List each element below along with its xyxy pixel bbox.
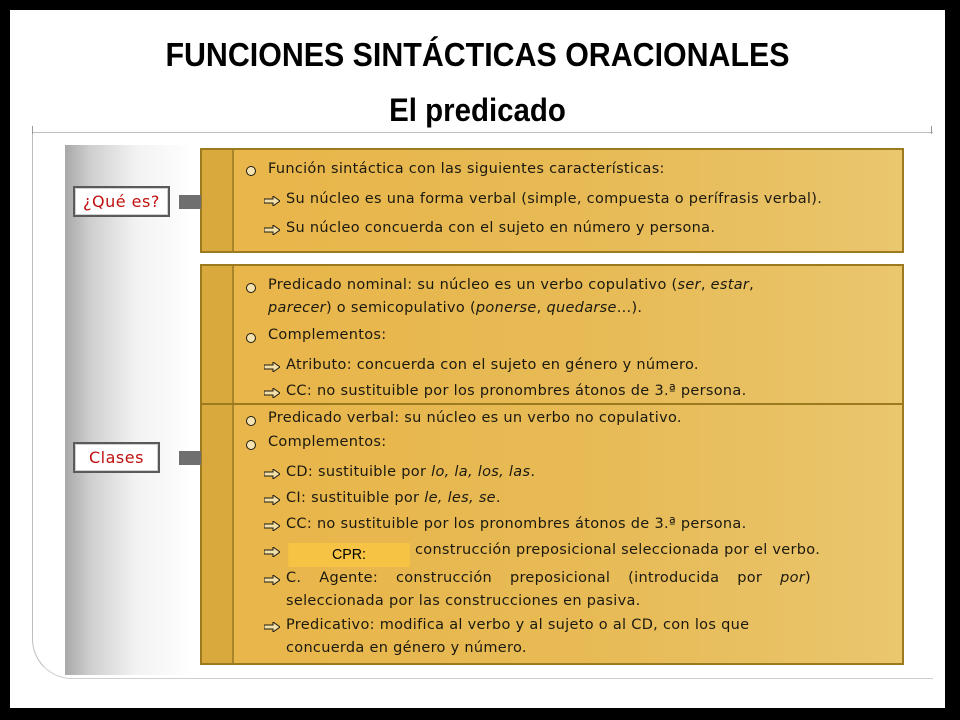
label-clases: Clases bbox=[73, 442, 160, 473]
verbal-agente-1: C. Agente: construcción preposicional (introducida por por) bbox=[286, 570, 811, 586]
connector-clases bbox=[179, 451, 201, 465]
verbal-predicativo-2: concuerda en género y número. bbox=[286, 640, 527, 656]
verbal-cd: CD: sustituible por lo, la, los, las. bbox=[286, 464, 536, 480]
frame-tick-left bbox=[32, 126, 33, 134]
nominal-line-2: parecer) o semicopulativo (ponerse, quedarse...). bbox=[268, 300, 643, 316]
arrow-icon bbox=[264, 521, 280, 531]
arrow-icon bbox=[264, 225, 280, 235]
bullet-icon bbox=[246, 283, 256, 293]
que-es-line-2: Su núcleo es una forma verbal (simple, compuesta o perífrasis verbal). bbox=[286, 191, 823, 207]
arrow-icon bbox=[264, 469, 280, 479]
verbal-cc: CC: no sustituible por los pronombres átonos de 3.ª persona. bbox=[286, 516, 747, 532]
verbal-agente-2: seleccionada por las construcciones en pasiva. bbox=[286, 593, 641, 609]
verbal-line-1: Predicado verbal: su núcleo es un verbo no copulativo. bbox=[268, 410, 682, 426]
connector-que-es bbox=[179, 195, 201, 209]
panel-strip bbox=[202, 150, 234, 251]
bullet-icon bbox=[246, 333, 256, 343]
arrow-icon bbox=[264, 547, 280, 557]
verbal-complementos: Complementos: bbox=[268, 434, 387, 450]
nominal-cc: CC: no sustituible por los pronombres átonos de 3.ª persona. bbox=[286, 383, 747, 399]
bullet-icon bbox=[246, 416, 256, 426]
page-subtitle: El predicado bbox=[389, 92, 566, 128]
nominal-line-1: Predicado nominal: su núcleo es un verbo copulativo (ser, estar, bbox=[268, 277, 755, 293]
verbal-ci: CI: sustituible por le, les, se. bbox=[286, 490, 501, 506]
que-es-line-1: Función sintáctica con las siguientes características: bbox=[268, 161, 665, 177]
arrow-icon bbox=[264, 575, 280, 585]
verbal-cpr: construcción preposicional seleccionada por el verbo. bbox=[415, 542, 821, 558]
arrow-icon bbox=[264, 196, 280, 206]
side-gradient bbox=[65, 145, 193, 675]
arrow-icon bbox=[264, 362, 280, 372]
frame-tick-right bbox=[931, 126, 932, 134]
page-title: FUNCIONES SINTÁCTICAS ORACIONALES bbox=[165, 36, 790, 73]
que-es-line-3: Su núcleo concuerda con el sujeto en número y persona. bbox=[286, 220, 716, 236]
panel-strip bbox=[202, 266, 234, 663]
cpr-label-box: CPR: bbox=[288, 543, 410, 567]
arrow-icon bbox=[264, 622, 280, 632]
bullet-icon bbox=[246, 166, 256, 176]
bullet-icon bbox=[246, 440, 256, 450]
panel-divider bbox=[200, 403, 902, 405]
arrow-icon bbox=[264, 388, 280, 398]
slide bbox=[10, 10, 945, 708]
label-que-es: ¿Qué es? bbox=[73, 186, 170, 217]
verbal-predicativo-1: Predicativo: modifica al verbo y al sujeto o al CD, con los que bbox=[286, 617, 750, 633]
arrow-icon bbox=[264, 495, 280, 505]
nominal-atributo: Atributo: concuerda con el sujeto en género y número. bbox=[286, 357, 699, 373]
nominal-complementos: Complementos: bbox=[268, 327, 387, 343]
